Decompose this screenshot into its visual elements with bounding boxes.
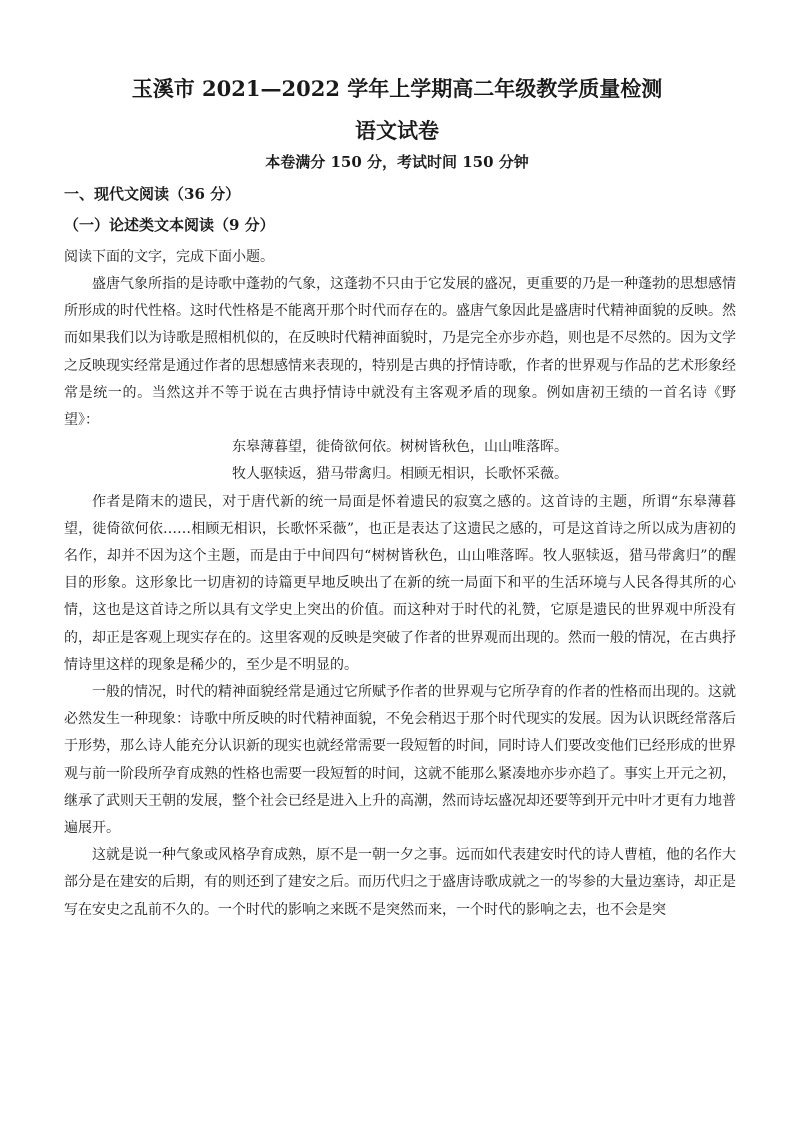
exam-title: 玉溪市 2021—2022 学年上学期高二年级教学质量检测 <box>131 76 663 101</box>
section-heading: 一、现代文阅读（36 分） <box>64 185 241 203</box>
exam-meta: 本卷满分 150 分，考试时间 150 分钟 <box>265 153 529 171</box>
paragraph: 一般的情况，时代的精神面貌经常是通过它所赋予作者的世界观与它所孕育的作者的性格而出现的。这就必然发生一种现象：诗歌中所反映的时代精神面貌，不免会稍迟于那个时代现实的发展。因为认识既经常落后于形势，那么诗人能充分认识新的现实也就经常需要一段短暂的时间，同时诗人们要改变他们已经形成的世界观与前一阶段所孕育成熟的性格也需要一段短暂的时间，这就不能那么紧凑地亦步亦趋了。事实上开元之初，继承了武则天王朝的发展，整个社会已经是进入上升的高潮，然而诗坛盛况却还要等到开元中叶才更有力地普遍展开。 <box>64 684 736 837</box>
poem-line: 东皋薄暮望，徙倚欲何依。树树皆秋色，山山唯落晖。 <box>232 439 568 456</box>
paragraph: 作者是隋末的遗民，对于唐代新的统一局面是怀着遗民的寂寞之感的。这首诗的主题，所谓“东皋薄暮望，徙倚欲何依……相顾无相识，长歌怀采薇”，也正是表达了这遗民之感的，可是这首诗之所以成为唐初的名作，却并不因为这个主题，而是由于中间四句“树树皆秋色，山山唯落晖。牧人驱犊返，猎马带禽归”的醒目的形象。这形象比一切唐初的诗篇更早地反映出了在新的统一局面下和平的生活环境与人民各得其所的心情，这也是这首诗之所以具有文学史上突出的价值。而这种对于时代的礼赞，它原是遗民的世界观中所没有的，却正是客观上现实存在的。这里客观的反映是突破了作者的世界观而出现的。然而一般的情况，在古典抒情诗里这样的现象是稀少的，至少是不明显的。 <box>64 493 736 673</box>
reading-passage <box>64 271 736 924</box>
exam-subtitle: 语文试卷 <box>355 118 439 143</box>
paragraph: 盛唐气象所指的是诗歌中蓬勃的气象，这蓬勃不只由于它发展的盛况，更重要的乃是一种蓬勃的思想感情所形成的时代性格。这时代性格是不能离开那个时代而存在的。盛唐气象因此是盛唐时代精神面貌的反映。然而如果我们以为诗歌是照相机似的，在反映时代精神面貌时，乃是完全亦步亦趋，则也是不尽然的。因为文学之反映现实经常是通过作者的思想感情来表现的，特别是古典的抒情诗歌，作者的世界观与作品的艺术形象经常是统一的。当然这并不等于说在古典抒情诗中就没有主客观矛盾的现象。例如唐初王绩的一首名诗《野望》： <box>64 276 736 429</box>
subsection-heading: （一）论述类文本阅读（9 分） <box>64 216 275 234</box>
paragraph: 这就是说一种气象或风格孕育成熟，原不是一朝一夕之事。远而如代表建安时代的诗人曹植，他的名作大部分是在建安的后期，有的则还到了建安之后。而历代归之于盛唐诗歌成就之一的岑参的大量边塞诗，却正是写在安史之乱前不久的。一个时代的影响之来既不是突然而来，一个时代的影响之去，也不会是突 <box>64 847 736 918</box>
instruction-text: 阅读下面的文字，完成下面小题。 <box>64 249 274 265</box>
poem-line: 牧人驱犊返，猎马带禽归。相顾无相识，长歌怀采薇。 <box>232 466 568 483</box>
